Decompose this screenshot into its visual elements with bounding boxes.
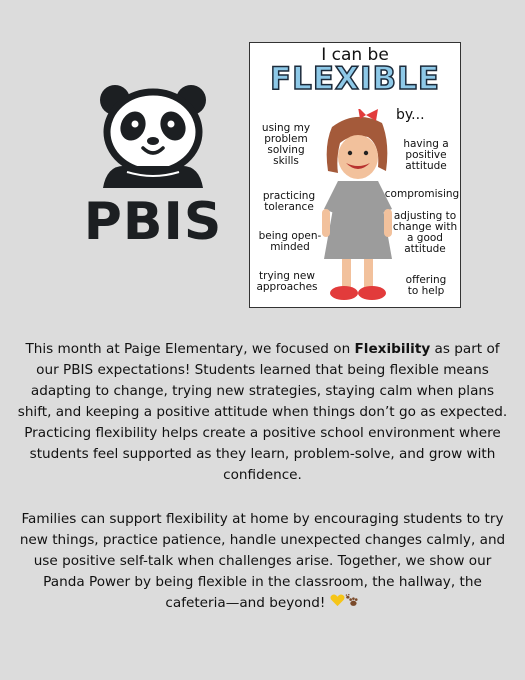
paragraph2-text: Families can support flexibility at home by encouraging students to try new things, practice patience, handle unexpected changes calmly, and use positive self-talk when challenges arise. Together, we show our Panda Power by being flexible in the classroom, the hallway, the cafeteria—and beyond! [19, 511, 506, 611]
trait-positive-attitude: having a positive attitude [403, 138, 449, 172]
trait-new-approaches: trying new approaches [256, 270, 318, 293]
paragraph1-rest: as part of our PBIS expectations! Students learned that being flexible means adapting to change, trying new strategies, staying calm when plans shift, and keeping a positive attitude when things don’t go as expected. Practicing flexibility helps create a positive school environment where students feel supported as they learn, problem-solve, and grow with confidence. [17, 341, 508, 483]
trait-open-minded: being open-minded [258, 230, 322, 253]
paragraph1-lead: This month at Paige Elementary, we focused on [25, 341, 355, 357]
paw-prints-icon [345, 593, 360, 614]
trait-offering-help: offering to help [405, 274, 447, 297]
trait-adjusting: adjusting to change with a good attitude [392, 210, 458, 255]
flexible-poster [249, 42, 461, 308]
pbis-logo-text: PBIS [83, 192, 223, 252]
poster-by-text: by... [396, 107, 425, 123]
yellow-heart-icon [330, 593, 345, 614]
trait-problem-solving: using my problem solving skills [261, 122, 311, 167]
paragraph-families-support [16, 509, 509, 614]
trait-compromising: compromising [384, 188, 460, 200]
trait-tolerance: practicing tolerance [262, 190, 316, 213]
panda-icon [97, 84, 209, 188]
poster-title: FLEXIBLE [269, 61, 441, 97]
poster-top-line: I can be [321, 45, 389, 65]
paragraph1-bold: Flexibility [354, 341, 431, 357]
pbis-logo [78, 84, 228, 254]
paragraph-flexibility-focus [16, 339, 509, 486]
